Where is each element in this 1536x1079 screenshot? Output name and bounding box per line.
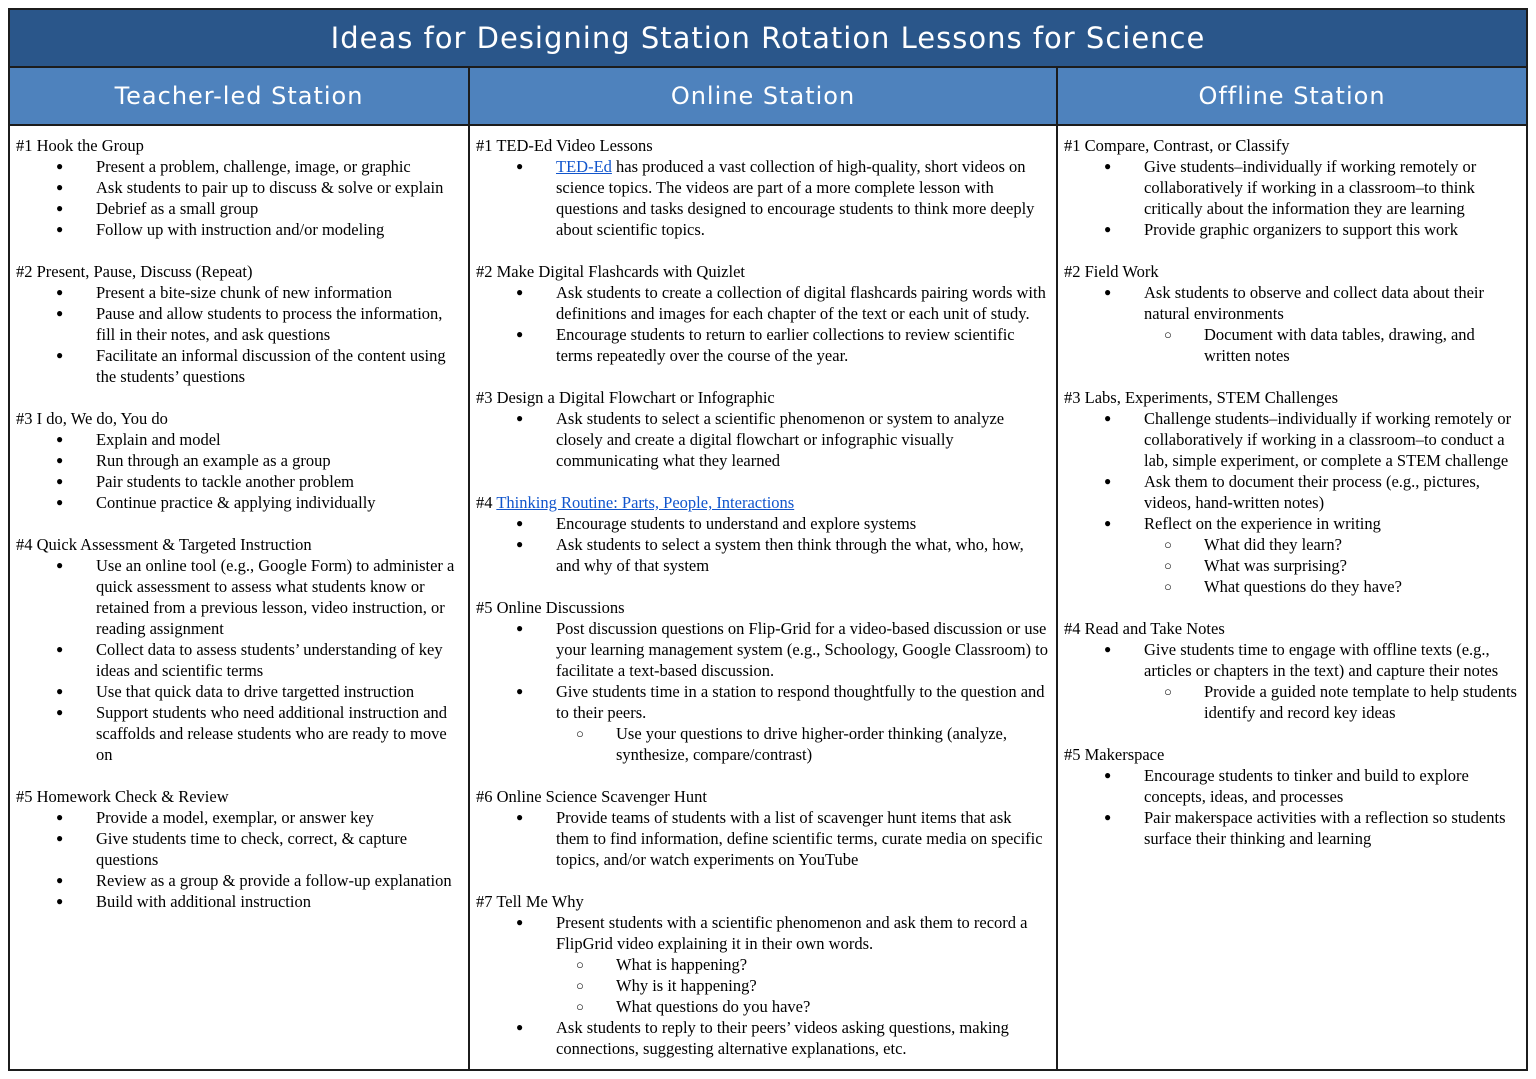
bullet-icon: ● <box>56 201 64 215</box>
section-heading: #2 Present, Pause, Discuss (Repeat) <box>16 262 253 281</box>
section <box>476 135 1048 240</box>
circle-bullet-icon: ○ <box>576 726 584 741</box>
list-item <box>16 471 460 492</box>
list-item <box>476 912 1048 954</box>
section-heading <box>476 492 1048 513</box>
bullet-icon: ● <box>1104 642 1112 656</box>
section-heading: #6 Online Science Scavenger Hunt <box>476 787 707 806</box>
bullet-icon: ● <box>516 684 524 698</box>
list-item-text: Provide a model, exemplar, or answer key <box>96 808 374 827</box>
list-item-text: Pair makerspace activities with a reflection so students surface their thinking and learning <box>1144 808 1506 848</box>
list-item-text: Encourage students to understand and explore systems <box>556 514 917 533</box>
list-item-text: Ask students to create a collection of digital flashcards pairing words with definitions and images for each chapter of the text or each unit of study. <box>556 283 1046 323</box>
circle-bullet-icon: ○ <box>1164 579 1172 594</box>
bullet-icon: ● <box>1104 474 1112 488</box>
section-heading: #4 Quick Assessment & Targeted Instruction <box>16 535 312 554</box>
section-heading: #1 TED-Ed Video Lessons <box>476 136 653 155</box>
list-item-text: Pair students to tackle another problem <box>96 472 354 491</box>
teacher-led-column <box>10 126 470 1069</box>
list-item-text: Run through an example as a group <box>96 451 331 470</box>
circle-bullet-icon: ○ <box>1164 537 1172 552</box>
list-item <box>1064 807 1518 849</box>
bullet-icon: ● <box>56 558 64 572</box>
list-item <box>16 870 460 891</box>
list-item <box>476 954 1048 975</box>
list-item <box>476 1017 1048 1059</box>
list-item-text: Present a problem, challenge, image, or graphic <box>96 157 411 176</box>
bullet-icon: ● <box>56 432 64 446</box>
bullet-icon: ● <box>56 306 64 320</box>
list-item-text: Ask students to pair up to discuss & solve or explain <box>96 178 444 197</box>
circle-bullet-icon: ○ <box>1164 558 1172 573</box>
list-item-text: Ask students to select a system then think through the what, who, how, and why of that system <box>556 535 1024 575</box>
section <box>1064 135 1518 240</box>
list-item-text: Support students who need additional instruction and scaffolds and release students who are ready to move on <box>96 703 448 764</box>
list-item-text: Provide teams of students with a list of scavenger hunt items that ask them to find information, define scientific terms, curate media on specific topics, and/or watch experiments on YouTube <box>556 808 1043 869</box>
list-item <box>16 429 460 450</box>
bullet-icon: ● <box>56 642 64 656</box>
list-item-text: Follow up with instruction and/or modeling <box>96 220 385 239</box>
list-item <box>476 723 1048 765</box>
table-body <box>10 126 1526 1069</box>
list-item <box>1064 219 1518 240</box>
list-item <box>16 156 460 177</box>
bullet-icon: ● <box>56 894 64 908</box>
bullet-icon: ● <box>1104 810 1112 824</box>
section-heading: #2 Make Digital Flashcards with Quizlet <box>476 262 745 281</box>
offline-column <box>1058 126 1526 1069</box>
bullet-icon: ● <box>516 327 524 341</box>
bullet-icon: ● <box>1104 768 1112 782</box>
list-item <box>476 324 1048 366</box>
list-item <box>16 219 460 240</box>
list-item-text: Ask students to select a scientific phenomenon or system to analyze closely and create a digital flowchart or infographic visually communicating what they learned <box>556 409 1005 470</box>
list-item <box>476 156 1048 240</box>
section <box>476 261 1048 366</box>
section-heading-link[interactable]: Thinking Routine: Parts, People, Interactions <box>496 493 795 512</box>
section-heading: #5 Online Discussions <box>476 598 625 617</box>
circle-bullet-icon: ○ <box>1164 684 1172 699</box>
bullet-icon: ● <box>56 453 64 467</box>
bullet-icon: ● <box>516 285 524 299</box>
bullet-icon: ● <box>1104 285 1112 299</box>
list-item <box>1064 639 1518 681</box>
list-item-text: Encourage students to return to earlier collections to review scientific terms repeatedly over the course of the year. <box>556 325 1015 365</box>
list-item <box>476 534 1048 576</box>
column-header-row <box>10 68 1526 126</box>
bullet-icon: ● <box>516 159 524 173</box>
list-item <box>1064 324 1518 366</box>
bullet-icon: ● <box>516 1020 524 1034</box>
list-item-text: What questions do you have? <box>616 997 811 1016</box>
bullet-icon: ● <box>56 831 64 845</box>
bullet-icon: ● <box>516 537 524 551</box>
bullet-icon: ● <box>1104 516 1112 530</box>
list-item <box>1064 534 1518 555</box>
list-item-text: Why is it happening? <box>616 976 757 995</box>
list-item <box>16 450 460 471</box>
column-header-offline: Offline Station <box>1198 82 1386 110</box>
list-item <box>1064 765 1518 807</box>
bullet-icon: ● <box>56 495 64 509</box>
list-item-text: Give students–individually if working remotely or collaboratively if working in a classroom–to think critically about the information they are learning <box>1144 157 1477 218</box>
bullet-icon: ● <box>56 684 64 698</box>
section-heading: #1 Compare, Contrast, or Classify <box>1064 136 1290 155</box>
section <box>1064 744 1518 849</box>
section <box>16 786 460 912</box>
list-item-text: Provide graphic organizers to support this work <box>1144 220 1459 239</box>
list-item-text: Build with additional instruction <box>96 892 311 911</box>
list-item-text: What questions do they have? <box>1204 577 1402 596</box>
section <box>476 786 1048 870</box>
bullet-icon: ● <box>1104 411 1112 425</box>
section-heading: #5 Makerspace <box>1064 745 1165 764</box>
section <box>1064 618 1518 723</box>
list-item-text: Present students with a scientific phenomenon and ask them to record a FlipGrid video explaining it in their own words. <box>556 913 1028 953</box>
list-item-text: Collect data to assess students’ understanding of key ideas and scientific terms <box>96 640 443 680</box>
station-rotation-table <box>8 8 1528 1071</box>
list-item-text: Use an online tool (e.g., Google Form) to administer a quick assessment to assess what students know or retained from a previous lesson, video instruction, or reading assignment <box>96 556 455 638</box>
bullet-icon: ● <box>56 348 64 362</box>
list-item <box>16 303 460 345</box>
section <box>16 135 460 240</box>
list-item <box>16 492 460 513</box>
bullet-icon: ● <box>56 180 64 194</box>
bullet-icon: ● <box>56 159 64 173</box>
list-item <box>16 639 460 681</box>
section <box>1064 261 1518 366</box>
column-header-teacher-led: Teacher-led Station <box>10 68 470 124</box>
section <box>16 534 460 765</box>
list-item <box>16 177 460 198</box>
list-item-text: Pause and allow students to process the information, fill in their notes, and ask questions <box>96 304 443 344</box>
section-heading: #1 Hook the Group <box>16 136 144 155</box>
section <box>476 597 1048 765</box>
section <box>476 387 1048 471</box>
list-item <box>16 828 460 870</box>
section-heading: #4 Read and Take Notes <box>1064 619 1225 638</box>
bullet-icon: ● <box>1104 222 1112 236</box>
list-item <box>16 282 460 303</box>
bullet-icon: ● <box>516 411 524 425</box>
list-item-text: Present a bite-size chunk of new information <box>96 283 392 302</box>
section <box>16 408 460 513</box>
list-item <box>476 681 1048 723</box>
list-item <box>476 618 1048 681</box>
list-item <box>16 681 460 702</box>
list-item <box>16 702 460 765</box>
section-heading: #3 I do, We do, You do <box>16 409 168 428</box>
list-item <box>476 996 1048 1017</box>
list-item <box>1064 576 1518 597</box>
circle-bullet-icon: ○ <box>576 957 584 972</box>
bullet-icon: ● <box>56 810 64 824</box>
list-item-text: Provide a guided note template to help students identify and record key ideas <box>1204 682 1517 722</box>
section <box>476 891 1048 1059</box>
bullet-icon: ● <box>1104 159 1112 173</box>
column-header-online: Online Station <box>470 68 1058 124</box>
list-item-text: Use that quick data to drive targetted instruction <box>96 682 415 701</box>
list-item <box>16 807 460 828</box>
list-item-text: Document with data tables, drawing, and written notes <box>1204 325 1475 365</box>
list-item <box>1064 156 1518 219</box>
list-item <box>476 408 1048 471</box>
circle-bullet-icon: ○ <box>1164 327 1172 342</box>
page-title: Ideas for Designing Station Rotation Lessons for Science <box>330 21 1206 55</box>
list-item-text: Challenge students–individually if working remotely or collaboratively if working in a classroom–to conduct a lab, simple experiment, or complete a STEM challenge <box>1144 409 1512 470</box>
list-item <box>1064 555 1518 576</box>
list-item <box>1064 471 1518 513</box>
list-item-text: Continue practice & applying individually <box>96 493 376 512</box>
list-item-text: Ask them to document their process (e.g., pictures, videos, hand-written notes) <box>1144 472 1480 512</box>
bullet-icon: ● <box>56 705 64 719</box>
list-item <box>1064 513 1518 534</box>
list-item <box>476 975 1048 996</box>
list-item-text: Give students time to check, correct, & capture questions <box>96 829 408 869</box>
list-item-text: Debrief as a small group <box>96 199 259 218</box>
list-item <box>476 513 1048 534</box>
bullet-icon: ● <box>516 621 524 635</box>
list-item-text: Explain and model <box>96 430 221 449</box>
list-item <box>1064 282 1518 324</box>
list-item <box>476 807 1048 870</box>
bullet-icon: ● <box>56 873 64 887</box>
list-item-text: Encourage students to tinker and build to explore concepts, ideas, and processes <box>1144 766 1469 806</box>
section-heading-prefix: #4 <box>476 493 497 512</box>
list-item <box>1064 681 1518 723</box>
section-heading: #5 Homework Check & Review <box>16 787 229 806</box>
list-item-text: Give students time in a station to respond thoughtfully to the question and to their peers. <box>556 682 1045 722</box>
bullet-icon: ● <box>516 516 524 530</box>
online-column <box>470 126 1058 1069</box>
circle-bullet-icon: ○ <box>576 999 584 1014</box>
bullet-icon: ● <box>516 915 524 929</box>
section <box>476 492 1048 576</box>
list-item <box>16 345 460 387</box>
list-item-text: Facilitate an informal discussion of the content using the students’ questions <box>96 346 446 386</box>
section-heading: #3 Design a Digital Flowchart or Infographic <box>476 388 775 407</box>
list-item-text: What is happening? <box>616 955 748 974</box>
list-item <box>476 282 1048 324</box>
list-item <box>16 555 460 639</box>
list-item <box>16 198 460 219</box>
bullet-icon: ● <box>56 285 64 299</box>
list-item-text: Post discussion questions on Flip-Grid for a video-based discussion or use your learning management system (e.g., Schoology, Google Classroom) to facilitate a text-based discussion. <box>556 619 1049 680</box>
table-title-bar <box>10 10 1526 68</box>
circle-bullet-icon: ○ <box>576 978 584 993</box>
section <box>16 261 460 387</box>
list-item-text: TED-Ed has produced a vast collection of high-quality, short videos on science topics. The videos are part of a more complete lesson with questions and tasks designed to encourage students to think more deeply about scientific topics. <box>556 157 1035 239</box>
inline-link[interactable]: TED-Ed <box>556 157 612 176</box>
list-item-text: What was surprising? <box>1204 556 1347 575</box>
section-heading: #2 Field Work <box>1064 262 1159 281</box>
list-item-text: What did they learn? <box>1204 535 1342 554</box>
list-item-text: Reflect on the experience in writing <box>1144 514 1381 533</box>
list-item-text: Ask students to reply to their peers’ videos asking questions, making connections, suggesting alternative explanations, etc. <box>556 1018 1009 1058</box>
list-item-text: Use your questions to drive higher-order thinking (analyze, synthesize, compare/contrast) <box>616 724 1007 764</box>
bullet-icon: ● <box>56 222 64 236</box>
list-item-text: Give students time to engage with offline texts (e.g., articles or chapters in the text) and capture their notes <box>1144 640 1499 680</box>
section <box>1064 387 1518 597</box>
list-item-text: Review as a group & provide a follow-up explanation <box>96 871 452 890</box>
list-item-text: Ask students to observe and collect data about their natural environments <box>1144 283 1484 323</box>
bullet-icon: ● <box>56 474 64 488</box>
list-item <box>1064 408 1518 471</box>
section-heading: #3 Labs, Experiments, STEM Challenges <box>1064 388 1339 407</box>
bullet-icon: ● <box>516 810 524 824</box>
section-heading: #7 Tell Me Why <box>476 892 584 911</box>
list-item <box>16 891 460 912</box>
